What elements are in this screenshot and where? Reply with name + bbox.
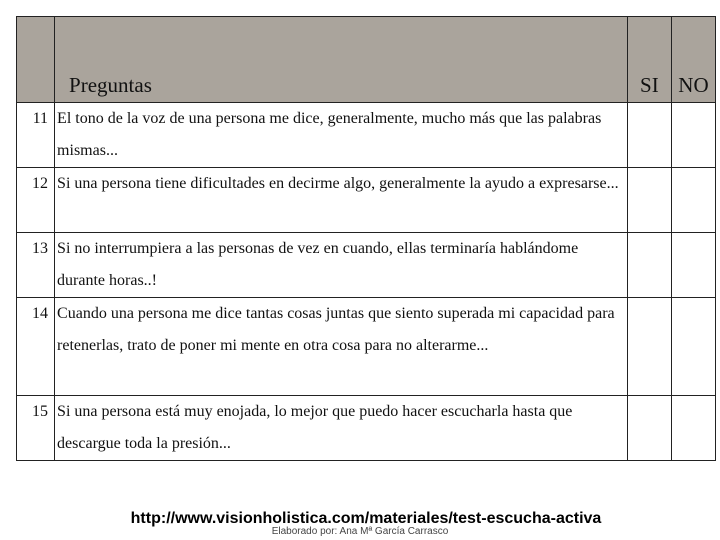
header-number-cell (17, 17, 55, 103)
header-no-label: NO (678, 73, 709, 97)
question-number: 12 (17, 168, 55, 233)
answer-yes-cell[interactable] (627, 396, 671, 461)
question-number: 14 (17, 298, 55, 396)
answer-yes-cell[interactable] (627, 233, 671, 298)
question-text: Si no interrumpiera a las personas de vez en cuando, ellas terminaría hablándome durante horas..! (55, 233, 628, 298)
answer-no-cell[interactable] (671, 396, 715, 461)
header-no-cell (671, 17, 715, 103)
footer (0, 506, 720, 540)
header-yes-label: SI (640, 73, 659, 97)
question-number: 15 (17, 396, 55, 461)
answer-no-cell[interactable] (671, 168, 715, 233)
header-questions-label: Preguntas (69, 73, 152, 97)
header-yes-cell (627, 17, 671, 103)
question-row (17, 168, 716, 233)
answer-no-cell[interactable] (671, 103, 715, 168)
question-text: El tono de la voz de una persona me dice, generalmente, mucho más que las palabras mismas... (55, 103, 628, 168)
question-text: Si una persona está muy enojada, lo mejor que puedo hacer escucharla hasta que descargue toda la presión... (55, 396, 628, 461)
question-text: Cuando una persona me dice tantas cosas juntas que siento superada mi capacidad para retenerlas, trato de poner mi mente en otra cosa para no alterarme... (55, 298, 628, 396)
answer-yes-cell[interactable] (627, 168, 671, 233)
question-row (17, 396, 716, 461)
header-row (17, 17, 716, 103)
answer-no-cell[interactable] (671, 298, 715, 396)
answer-yes-cell[interactable] (627, 298, 671, 396)
question-row (17, 298, 716, 396)
answer-no-cell[interactable] (671, 233, 715, 298)
questionnaire-table (16, 16, 716, 461)
footer-credit: Elaborado por: Ana Mª García Carrasco (271, 526, 449, 537)
answer-yes-cell[interactable] (627, 103, 671, 168)
question-text: Si una persona tiene dificultades en decirme algo, generalmente la ayudo a expresarse... (55, 168, 628, 233)
question-row (17, 103, 716, 168)
question-row (17, 233, 716, 298)
question-number: 11 (17, 103, 55, 168)
header-questions-cell (55, 17, 628, 103)
footer-url-link[interactable]: http://www.visionholistica.com/materiales/test-escucha-activa (130, 510, 602, 527)
question-number: 13 (17, 233, 55, 298)
